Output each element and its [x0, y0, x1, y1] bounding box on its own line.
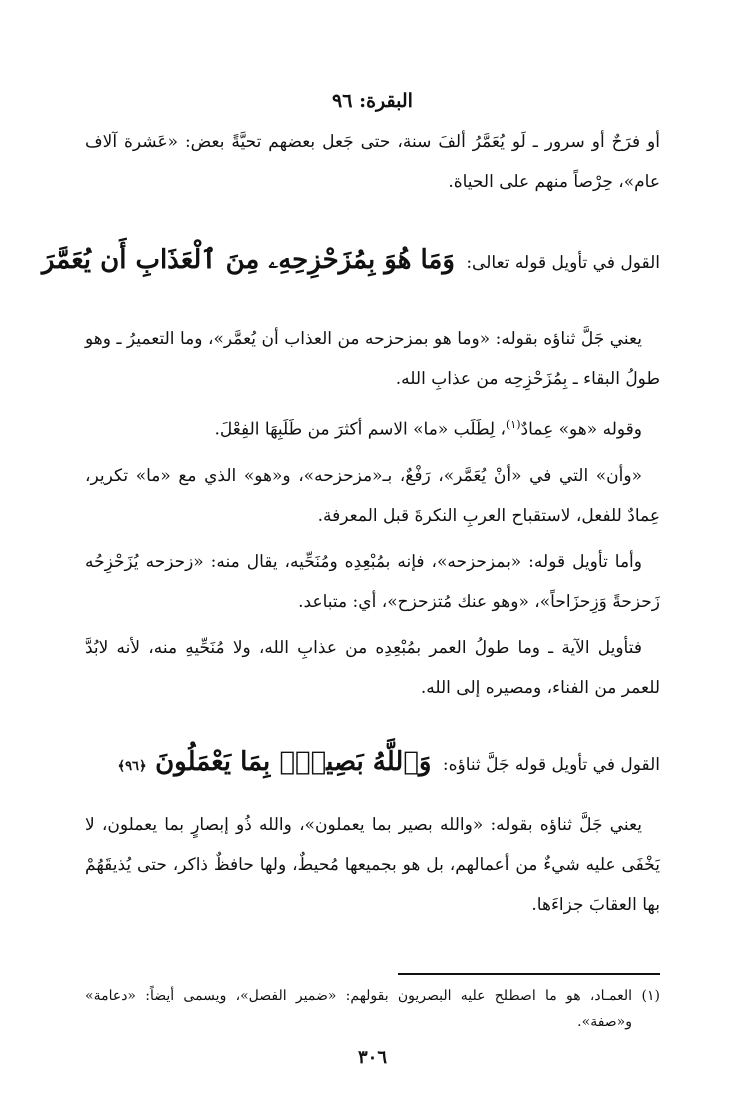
footnote-ref-1[interactable]: (١) [505, 418, 521, 431]
paragraph-3 [85, 405, 660, 450]
footnote-text: العمـاد، هو ما اصطلح عليه البصريون بقولهم: «ضمير الفصل»، ويسمى أيضاً: «دعامة» و«صفة». [85, 987, 632, 1030]
page-number: ٣٠٦ [357, 1046, 387, 1068]
paragraph-5: وأما تأويل قوله: «بمزحزحه»، فإنه بمُبْعِدِه ومُنَحِّيه، يقال منه: «زحزحه يُزَحْزِحُه زَحزحةً وَزِحزَاحاً»، «وهو عنك مُتزحزح»، أي: متباعد. [85, 551, 660, 612]
section-heading-2 [85, 742, 660, 787]
paragraph-7: يعني جَلَّ ثناؤه بقوله: «والله بصير بما يعملون»، والله ذُو إبصارٍ بما يعملون، لا يَخْفَى عليه شيءٌ من أعمالهم، بل هو بجميعها مُحيطٌ، ولها حافظٌ ذاكر، حتى يُذيقَهُمْ بها العقابَ جزاءَها. [85, 814, 660, 915]
heading-2-ayah: وَٱللَّهُ بَصِيرٌۢ بِمَا يَعْمَلُونَ [155, 746, 432, 777]
footnote-divider [398, 973, 660, 975]
section-heading-1 [41, 240, 660, 283]
paragraph-3-after: ، لِطَلَب «ما» الاسم أكثرَ من طَلَبِهَا الفِعْلَ. [214, 419, 506, 440]
heading-2-label: القول في تأويل قوله جَلَّ ثناؤه: [442, 754, 660, 775]
footnote-number: (١) [641, 987, 660, 1004]
heading-1-ayah: وَمَا هُوَ بِمُزَحْزِحِهِۦ مِنَ ٱلْعَذَابِ أَن يُعَمَّرَ [41, 245, 455, 275]
paragraph-4: «وأن» التي في «أنْ يُعَمَّر»، رَفْعٌ، بـ«مزحزحه»، و«هو» الذي مع «ما» تكرير، عِمادٌ للفعل، لاستقباح العربِ النكرةَ قبل المعرفة. [85, 465, 660, 526]
footnote-1 [85, 983, 660, 1035]
ayah-number-marker: ﴿٩٦﴾ [117, 758, 147, 774]
paragraph-1: أو فرَحٌ أو سرور ـ لَو يُعَمَّرُ ألفَ سنة، حتى جَعل بعضهم تحيَّةً بعض: «عَشرة آلاف عام»، حِرْصاً منهم على الحياة. [85, 132, 660, 192]
paragraph-6: فتأويل الآية ـ وما طولُ العمر بمُبْعِدِه من عذابِ الله، ولا مُنَحِّيهِ منه، لأنه لابُدَّ للعمر من الفناء، ومصيره إلى الله. [85, 637, 660, 698]
book-page [41, 88, 660, 1068]
paragraph-3-before: وقوله «هو» عِمادٌ [520, 419, 642, 440]
heading-1-label: القول في تأويل قوله تعالى: [466, 253, 660, 273]
paragraph-2: يعني جَلَّ ثناؤه بقوله: «وما هو بمزحزحه من العذاب أن يُعمَّر»، وما التعميرُ ـ وهو طولُ البقاء ـ بِمُزَحْزِحِه من عذابِ الله. [85, 329, 660, 389]
running-head: البقرة: ٩٦ [332, 90, 413, 112]
